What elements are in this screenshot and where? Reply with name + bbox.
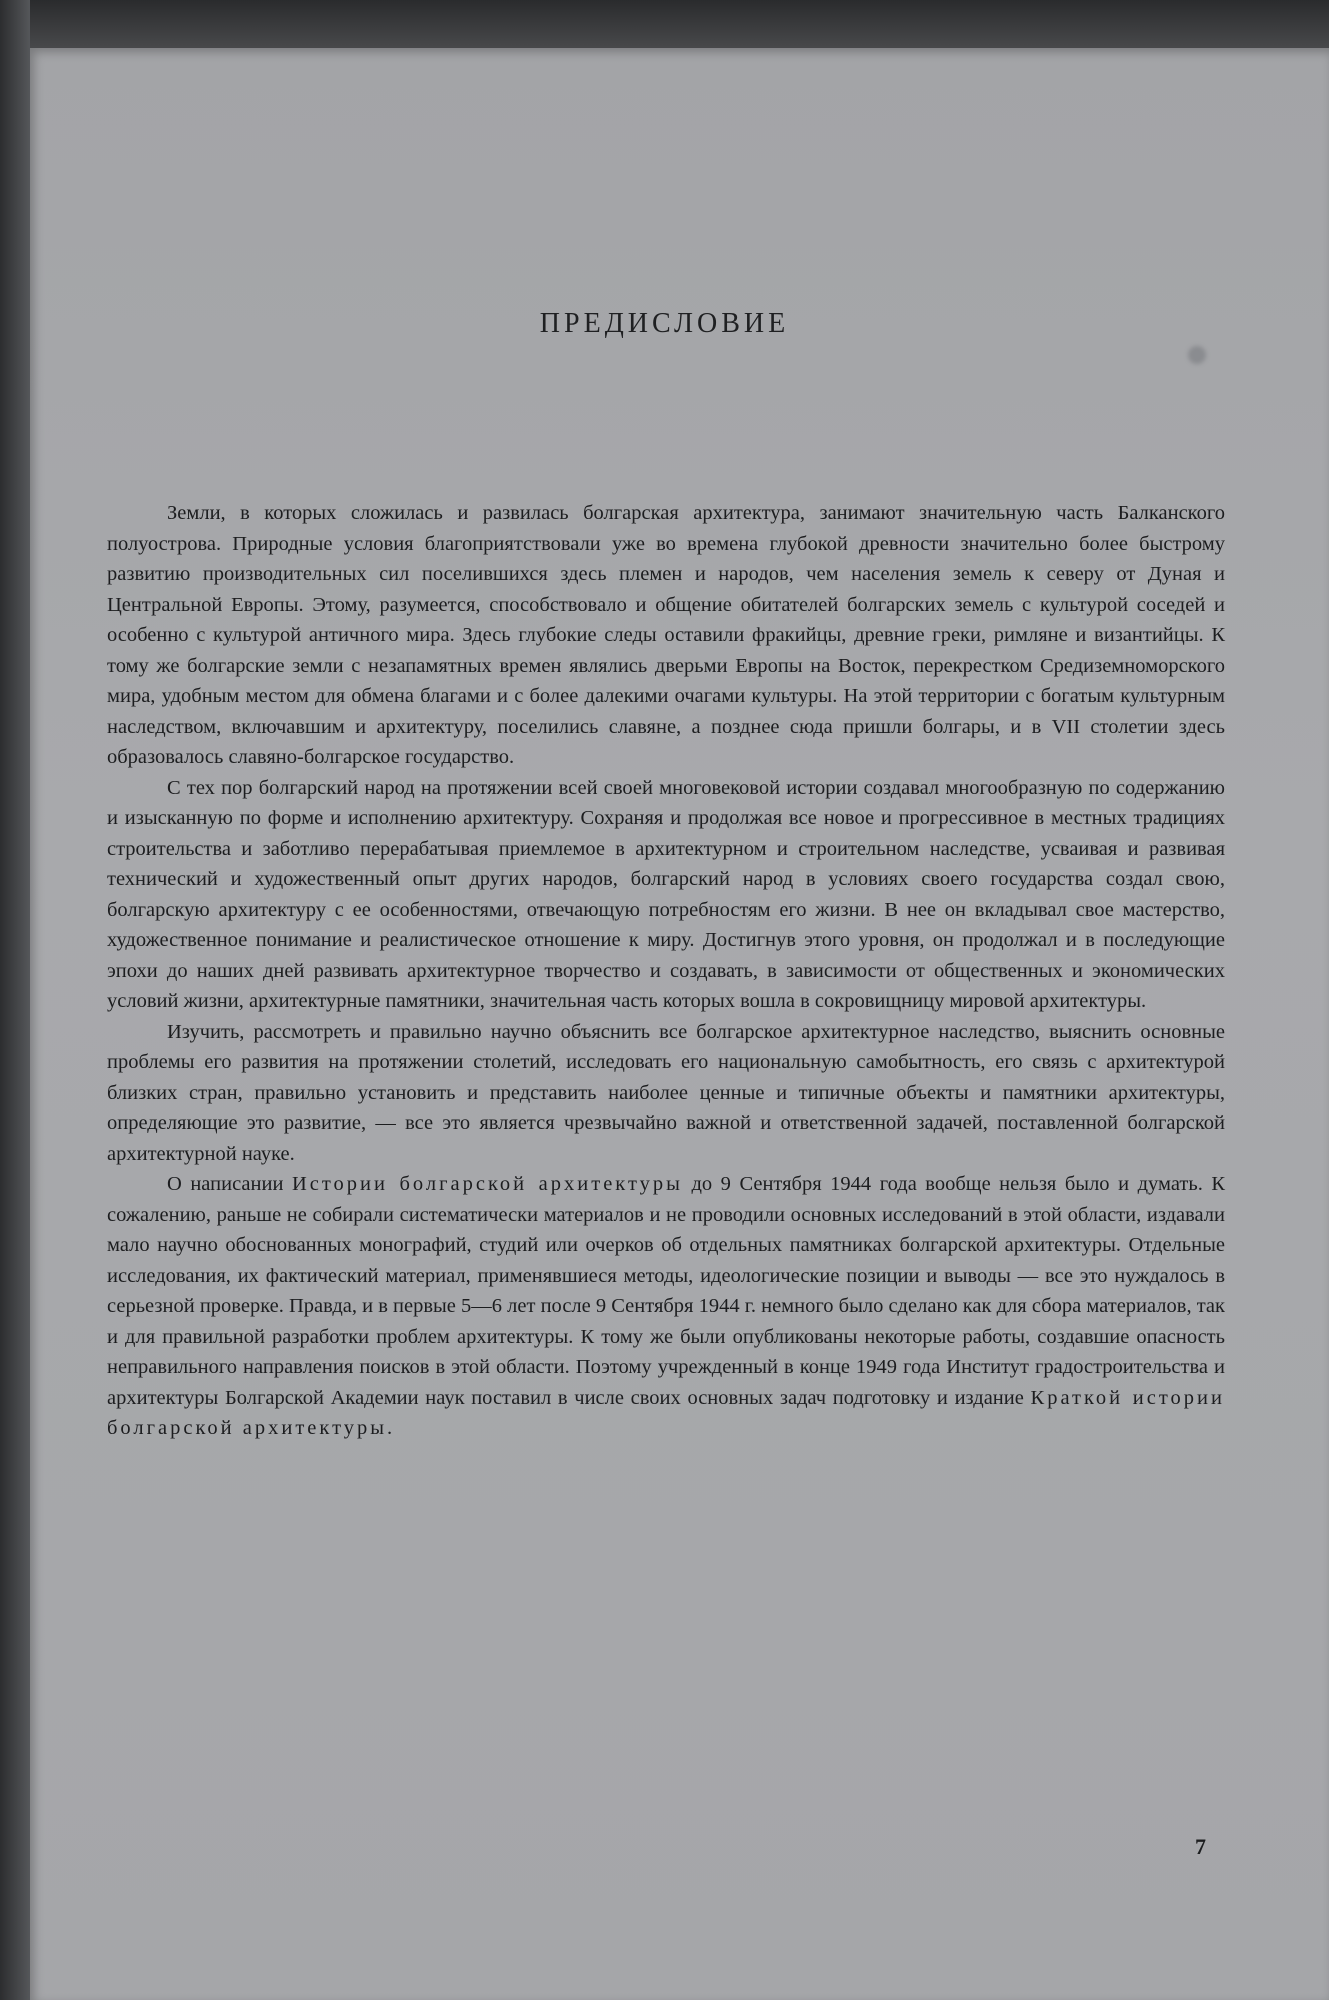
paragraph-4-middle: до 9 Сентября 1944 года вообще нельзя было и думать. К сожалению, раньше не собирали систематически материалов и не проводили основных исследований в этой области, издавали мало научно обоснованных монографий, студий или очерков об отдельных памятниках болгарской архитектуры. Отдельные исследования, их фактический материал, применявшиеся методы, идеологические позиции и выводы — все это нуждалось в серьезной проверке. Правда, и в первые 5—6 лет после 9 Сентября 1944 г. немного было сделано как для сбора материалов, так и для правильной разработки проблем архитектуры. К тому же были опубликованы некоторые работы, создавшие опасность неправильного направления поисков в этой области. Поэтому учрежденный в конце 1949 года Институт градостроительства и архитектуры Болгарской Академии наук поставил в числе своих основных задач подготовку и издание [107,1173,1226,1409]
paragraph-2: С тех пор болгарский народ на протяжении всей своей многовековой истории создавал многообразную по содержанию и изысканную по форме и исполнению архитектуру. Сохраняя и продолжая все новое и прогрессивное в местных традициях строительства и заботливо перерабатывая приемлемое в архитектурном и строительном наследстве, усваивая и развивая технический и художественный опыт других народов, болгарский народ в условиях своего государства создал свою, болгарскую архитектуру с ее особенностями, отвечающую потребностям его жизни. В нее он вкладывал свое мастерство, художественное понимание и реалистическое отношение к миру. Достигнув этого уровня, он продолжал и в последующие эпохи до наших дней развивать архитектурное творчество и создавать, в зависимости от общественных и экономических условий жизни, архитектурные памятники, значительная часть которых вошла в сокровищницу мировой архитектуры. [107,776,1225,1012]
foreword-text [107,498,1225,1444]
paper-spot [1188,346,1206,364]
paragraph-4 [107,1169,1225,1444]
page-title: ПРЕДИСЛОВИЕ [539,308,790,339]
paragraph-4-end: . [387,1417,393,1439]
paragraph-1: Земли, в которых сложилась и развилась болгарская архитектура, занимают значительную часть Балканского полуострова. Природные условия благоприятствовали уже во времена глубокой древности значительно более быстрому развитию производительных сил поселившихся здесь племен и народов, чем населения земель к северу от Дуная и Центральной Европы. Этому, разумеется, способствовало и общение обитателей болгарских земель с культурой соседей и особенно с культурой античного мира. Здесь глубокие следы оставили фракийцы, древние греки, римляне и византийцы. К тому же болгарские земли с незапамятных времен являлись дверьми Европы на Восток, перекрестком Средиземноморского мира, удобным местом для обмена благами и с более далекими очагами культуры. На этой территории с богатым культурным наследством, включавшим и архитектуру, поселились славяне, а позднее сюда пришли болгары, и в VII столетии здесь образовалось славяно-болгарское государство. [107,502,1225,768]
paragraph-3: Изучить, рассмотреть и правильно научно объяснить все болгарское архитектурное наследство, выяснить основные проблемы его развития на протяжении столетий, исследовать его национальную самобытность, его связь с архитектурой близких стран, правильно установить и представить наиболее ценные и типичные объекты и памятники архитектуры, определяющие это развитие, — все это является чрезвычайно важной и ответственной задачей, поставленной болгарской архитектурной науке. [107,1020,1225,1165]
scan-top-shadow [0,0,1329,52]
page-number: 7 [1195,1834,1206,1859]
short-history-emphasis: Краткой истории болгарской архитектуры [107,1386,1226,1439]
paragraph-4-start: О написании [167,1173,292,1195]
scan-left-shadow [0,0,30,2000]
book-title-emphasis: Истории болгарской архитектуры [291,1173,683,1195]
